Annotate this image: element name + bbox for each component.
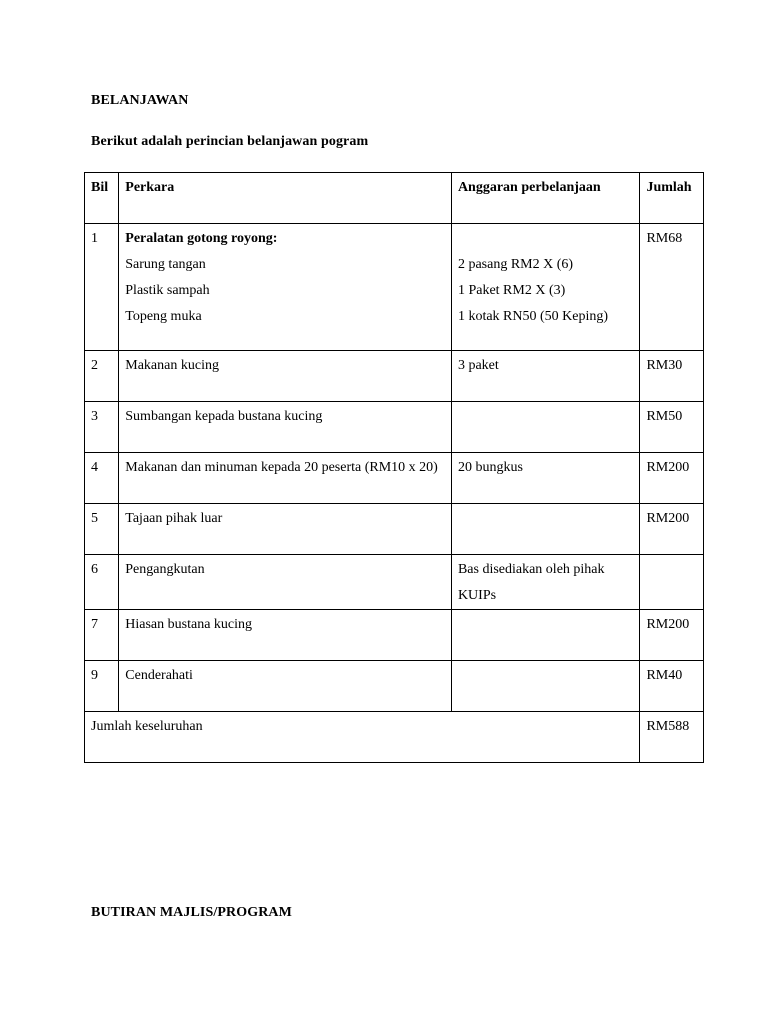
table-row [85, 351, 704, 402]
cell-jumlah: RM40 [640, 661, 704, 712]
cell-anggaran [451, 610, 640, 661]
table-row [85, 661, 704, 712]
header-bil: Bil [85, 173, 119, 224]
cell-jumlah: RM200 [640, 453, 704, 504]
cell-anggaran [451, 661, 640, 712]
cell-jumlah: RM50 [640, 402, 704, 453]
cell-perkara: Sumbangan kepada bustana kucing [119, 402, 452, 453]
table-row [85, 453, 704, 504]
anggaran-item: 2 pasang RM2 X (6) [457, 257, 574, 272]
section-heading-butiran: BUTIRAN MAJLIS/PROGRAM [91, 905, 292, 920]
cell-bil: 9 [85, 661, 119, 712]
cell-perkara: Cenderahati [119, 661, 452, 712]
intro-heading: Berikut adalah perincian belanjawan pogram [91, 134, 369, 149]
cell-bil: 7 [85, 610, 119, 661]
cell-anggaran: Bas disediakan oleh pihak KUIPs [451, 555, 640, 610]
cell-jumlah: RM200 [640, 504, 704, 555]
table-row [85, 610, 704, 661]
table-row [85, 402, 704, 453]
total-jumlah: RM588 [640, 712, 704, 763]
perkara-item: Plastik sampah [125, 283, 210, 298]
cell-jumlah [640, 555, 704, 610]
anggaran-item: 1 Paket RM2 X (3) [457, 283, 566, 298]
perkara-title: Peralatan gotong royong: [125, 231, 278, 246]
perkara-item: Topeng muka [125, 309, 202, 324]
cell-jumlah: RM68 [640, 224, 704, 351]
cell-bil: 2 [85, 351, 119, 402]
cell-perkara [119, 224, 452, 351]
anggaran-item: 1 kotak RN50 (50 Keping) [457, 309, 609, 324]
table-row [85, 504, 704, 555]
table-row [85, 555, 704, 610]
cell-perkara: Pengangkutan [119, 555, 452, 610]
perkara-item: Sarung tangan [125, 257, 206, 272]
cell-anggaran [451, 402, 640, 453]
cell-anggaran: 20 bungkus [451, 453, 640, 504]
cell-anggaran [451, 504, 640, 555]
table-row [85, 224, 704, 351]
cell-anggaran: 3 paket [451, 351, 640, 402]
cell-anggaran [451, 224, 640, 351]
cell-perkara: Makanan kucing [119, 351, 452, 402]
cell-jumlah: RM30 [640, 351, 704, 402]
cell-perkara: Tajaan pihak luar [119, 504, 452, 555]
header-jumlah: Jumlah [640, 173, 704, 224]
cell-perkara: Makanan dan minuman kepada 20 peserta (RM10 x 20) [119, 453, 452, 504]
cell-jumlah: RM200 [640, 610, 704, 661]
cell-bil: 3 [85, 402, 119, 453]
page-title: BELANJAWAN [91, 93, 189, 108]
table-header-row [85, 173, 704, 224]
header-anggaran: Anggaran perbelanjaan [451, 173, 640, 224]
cell-bil: 1 [85, 224, 119, 351]
budget-table [84, 172, 704, 763]
cell-bil: 6 [85, 555, 119, 610]
cell-bil: 4 [85, 453, 119, 504]
total-label: Jumlah keseluruhan [85, 712, 640, 763]
total-row [85, 712, 704, 763]
cell-perkara: Hiasan bustana kucing [119, 610, 452, 661]
cell-bil: 5 [85, 504, 119, 555]
header-perkara: Perkara [119, 173, 452, 224]
